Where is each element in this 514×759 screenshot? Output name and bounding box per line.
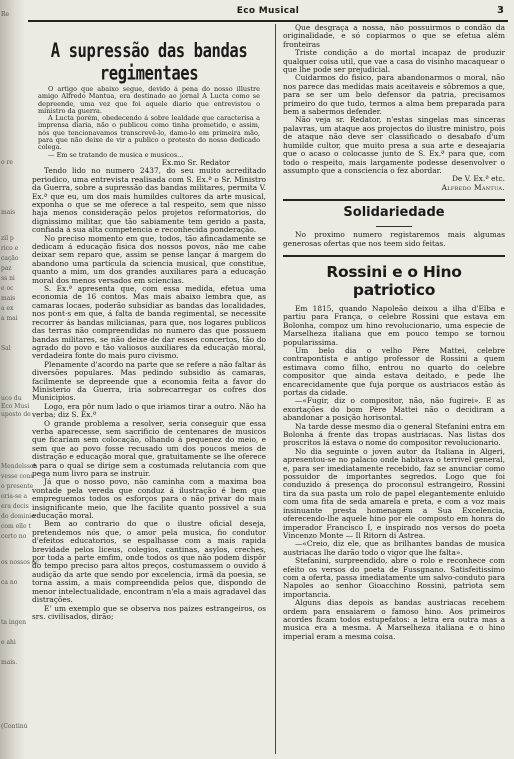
gutter-fragment: cação <box>1 255 19 262</box>
gutter-fragment: (Continú <box>1 723 28 730</box>
section-rule <box>283 199 505 201</box>
article-paragraph: No dia seguinte o joven autor da Italiana in Algeri, apresentou-se no palacio onde habitava o terrivel general, e, para ser imediatamente recebido, faz se anunciar como possuidor de importantes segredos. Logo que foi conduzido á presença do proconsul estrangeiro, Rossini tira da sua pasta um rolo de papel elegantemente enluido com uma fita de seda amarela e preta, e com a voz mais insinuante presta homenagem a Sua Excelencia, oferecendo-lhe aquele hino por ele composto em honra do imperador Francisco I, e inspirado nos versos do poeta Vincenzo Monte — Il Ritorn di Astrea. <box>283 446 505 540</box>
page-number: 3 <box>497 5 504 16</box>
gutter-fragment: do dominio <box>1 513 35 520</box>
gutter-fragment: e oc <box>1 285 14 292</box>
gutter-fragment: a ex <box>1 305 14 312</box>
header-rule <box>28 20 508 22</box>
left-column <box>32 24 266 621</box>
article-paragraph: Cuidarmos do fisico, para abandonarmos o moral, não nos parece das medidas mais aceitaveis e sôbremos a que, para se ser um belo defensor da patria, precisamos primeiro do que tudo, termos a alma bem preparada para bem a sabermos defender. <box>283 73 505 117</box>
gutter-fragment: uposto de <box>1 411 31 418</box>
article-paragraph: Já que o nosso povo, não caminha com a maxima boa vontade pela vereda que conduz á ilustração é bem que empreguemos todos os esforços para o não privar do mais insignificante meio, que lhe facilite quanto possivel a sua educação moral. <box>32 477 266 521</box>
page-header <box>28 6 508 20</box>
article-paragraph: Logo, era pôr num lado o que iriamos tirar a outro. Não ha verba; diz S. Ex.ª <box>32 401 266 420</box>
gutter-fragment: mais <box>1 209 16 216</box>
gutter-fragment: Eco Musi <box>1 403 30 410</box>
gutter-fragment: oria-se a <box>1 493 28 500</box>
article-paragraph: —«Fugir, diz o compositor, não, não fugirei». E as exortações do bom Père Mattei não o decidiram a abandonar a posição horisontal. <box>283 396 505 423</box>
article-title-rossini: Rossini e o Hino patriotico <box>326 262 462 299</box>
gutter-fragment: a mai <box>1 315 18 322</box>
article-paragraph: Na tarde desse mesmo dia o general Stefanini entra em Bolonha á frente das tropas austriacas. Nas listas dos proscritos lá estava o nome do compositor revolucionario. <box>283 421 505 448</box>
article-paragraph: O grande problema a resolver, seria conseguir que essa verba aparecesse, sem sacrificio de centenares de musicos que ficariam sem colocação, olhando á pequenez do meio, e sem que ao povo fosse recusado um dos poucos meios de distração e educação moral que, gratuitamente se lhe oferece e para o qual se dirige sem a costumada relutancia com que pega num livro para se instruir. <box>32 418 266 478</box>
intro-paragraph: O artigo que abaixo segue, devido á pena do nosso illustre amigo Alfredo Mantua, era destinado ao jornal A Lucta como se depreende, uma vez que foi aquele diario que entrevistou o ministro da guerra. <box>38 85 260 115</box>
gutter-fragment: ta ingen <box>1 619 26 626</box>
article-paragraph: Não veja sr. Redator, n'estas singelas mas sinceras palavras, um ataque aos projectos do ilustre ministro, pois de ataque não deve ser classificado o desabafo d'um humilde cultor, que muito presa a sua arte e deseajaria que o acaso o colocasse junto de S. Ex.ª para que, com todo o respeito, mais largamente podesse desenvolver o assumpto que a consciencia o fez abordar. <box>283 115 505 175</box>
gutter-fragment: paz <box>1 265 12 272</box>
editorial-intro <box>32 86 266 159</box>
gutter-fragment: mais <box>1 295 16 302</box>
section-rule <box>283 255 505 257</box>
article-paragraph: Um belo dia o velho Père Mattei, celebre contrapontista e antigo professor de Rossini a quem estimava como filho, entrou no quarto do celebre compositor que ainda estava deitado, e pede lhe encarecidamente que fuja porque os austriacos estão ás portas da cidade. <box>283 345 505 397</box>
gutter-fragment: e ahi <box>1 639 16 646</box>
gutter-fragment: mais. <box>1 659 18 666</box>
gutter-fragment: o re <box>1 159 13 166</box>
intro-paragraph: A Lucta porém, obedecendo á sobre lealdade que caracterisa a imprensa diaria, não o publicou como tinha prometido, e assim, nós que tencionavamos transcrevê-lo, damo-lo em primeira mão, para que não deixe de vir a publico o protesto do nosso dedicado colega. <box>38 114 260 152</box>
article-paragraph: Plenamente d'acordo na parte que se refere a não faltar ás diversões populares. Mas pedindo subsidio ás camaras, facilmente se depreende que a economia feita a favor do Ministerio da Guerra, iria sobrecarregar os cofres dos Municipios. <box>32 359 266 403</box>
article-paragraph: Bem ao contrario do que o ilustre oficial deseja, pretendemos nós que, o amor pela musica, fio condutor d'efeitos educatorios, se espalhasse com a mais rapida brevidade pelos liceus, colegios, cantinas, asylos, creches, por toda a parte emfim, onde todos os que não podem dispôr do tempo preciso para altos preços, costumassem o ouvido á audição da arte que sendo por excelencia, irmã da poesia, se torna assim, a mais compreendida pelos que, dispondo de menor intelectualidade, encontram n'ela a mais agradavel das distrações. <box>32 519 266 605</box>
article-title-solidariedade: Solidariedade <box>343 205 445 221</box>
gutter-fragment: ca no <box>1 579 18 586</box>
gutter-fragment: zil p <box>1 235 14 242</box>
column-divider <box>275 24 276 754</box>
author-signature: Alfredo Mantua. <box>441 182 505 192</box>
gutter-fragment: Re <box>1 11 10 18</box>
article-paragraph: Que desgraça a nossa, não possuirmos o condão da originalidade, e só copiarmos o que se efetua além fronteiras <box>283 23 505 49</box>
intro-paragraph: — Em se tratando de musica e musicos... <box>48 150 184 159</box>
article-paragraph: S. Ex.ª apresenta que, com essa medida, efetua uma economia de 16 contos. Mas mais abaixo lembra que, as camaras locaes, poderão subsidiar as bandas das localidades, nos pont·s em que, á falta de banda regimental, se necessite recorrer ás bandas milicianas, para que, nos logares publicos das terras não compreendidas no numero das que possuem bandas militares, se não deixe de dar esses concertos, tão do agrado do povo e tão valiosos auxiliares da educação moral, verdadeira fonte do mais puro civismo. <box>32 284 266 361</box>
gutter-fragment: com elle t <box>1 523 31 530</box>
article-paragraph: Em 1815, quando Napoleão deixou a ilha d'Elba e partiu para França, o celebre Rossini que estava em Bolonha, compoz um hino revolucionario, uma especie de Marselheza italiana que em pouco tempo se tornou popularissima. <box>283 303 505 347</box>
gutter-fragment: os nossos ac <box>1 559 39 566</box>
gutter-fragment: Sal <box>1 345 11 352</box>
article-title-supressao: A supressão das bandas regimentaes <box>50 39 248 85</box>
title-underline <box>376 226 412 227</box>
article-paragraph: Tendo lido no numero 2437, do seu muito acreditado periodico, uma entrevista realisada com S. Ex.ª o Sr. Ministro da Guerra, sobre a supressão das bandas militares, permita V. Ex.ª que eu, um dos mais humildes cultores da arte musical, exponha o que se me oferece a tal respeito, sem que nisso haja menos consideração pelos projetos reformatorios, do dignissimo militar, que tão sabiamente tem gerido a pasta, confiada á sua alta competencia e reconhecida ponderação. <box>32 166 266 235</box>
salutation: Ex.mo Sr. Redator <box>161 157 230 167</box>
gutter-fragment: uco du <box>1 395 22 402</box>
article-paragraph: No preciso momento em que, todos, tão afincadamente se dedicam á educação fisica dos nossos povos, não me cabe deixar sem reparo que, assim se pense lançar á margem do abandono uma partícula da sciencia musical, que constitue, quanto a mim, um dos grandes auxiliares para a educação moral dos menos versados em sciencias. <box>32 233 266 285</box>
article-paragraph: Stefanini, surpreendido, abre o rolo e reconhece com efeito os versos do poeta de Fussgnano. Satisfeitissimo com a oferta, passa imediatamente um salvo-conduto para Napoles ao senhor Gioacchino Rossini, patriota sem importancia. <box>283 556 505 599</box>
article-paragraph: Triste condição a do mortal incapaz de produzir qualquer coisa util, que vae a casa do visinho macaquear o que lhe pode ser prejudicial. <box>283 48 505 75</box>
article-paragraph: Alguns dias depois as bandas austriacas recebem ordem para ensaiarem o famoso hino. Aos primeiros acordes ficam todos estupefatos: a letra era outra mas a musica era a mesma. A Marselheza italiana e o hino imperial eram a mesma coisa. <box>283 598 505 641</box>
gutter-fragment: rico e <box>1 245 19 252</box>
gutter-fragment: o presente <box>1 483 34 490</box>
gutter-fragment: ss ni <box>1 275 15 282</box>
article-paragraph: —«Creio, diz ele, que as brilhantes bandas de musica austriacas lhe darão todo o vigor que lhe falta». <box>283 539 505 557</box>
gutter-fragment: era decis <box>1 503 29 510</box>
gutter-fragment: vesse cons <box>1 473 34 480</box>
right-column <box>283 24 505 641</box>
gutter-fragment: certo no <box>1 533 27 540</box>
article-paragraph: No proximo numero registaremos mais algumas generosas ofertas que nos teem sido feitas. <box>283 230 505 248</box>
article-paragraph: E' um exemplo que se observa nos paizes estrangeiros, os srs. civilisados, dirão; <box>32 603 266 621</box>
previous-page-gutter <box>0 0 39 759</box>
closing-line: De V. Ex.ª etc. <box>452 174 505 184</box>
gutter-fragment: Mendelssoh <box>1 463 38 470</box>
publication-title: Eco Musical <box>236 6 300 16</box>
